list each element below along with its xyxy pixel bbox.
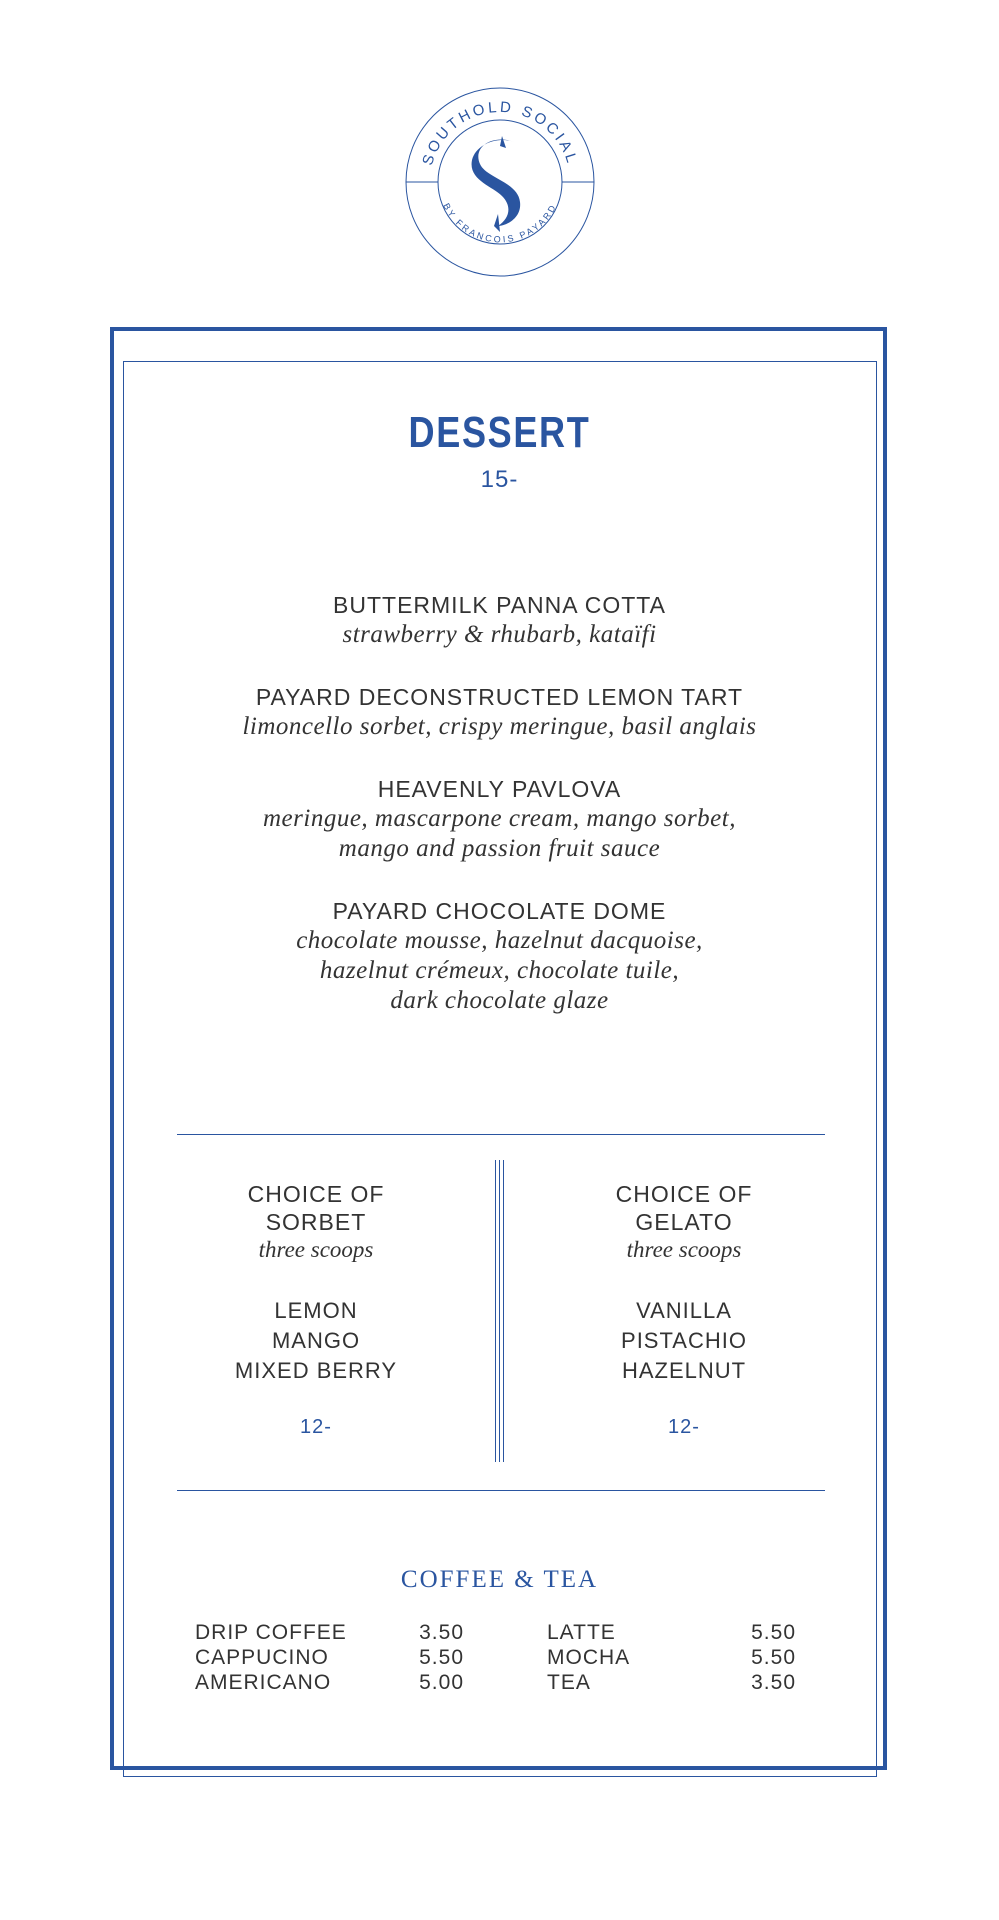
- drink-name: LATTE: [547, 1621, 616, 1644]
- sorbet-price: 12-: [300, 1416, 332, 1438]
- dessert-item-desc: limoncello sorbet, crispy meringue, basil anglais: [242, 713, 757, 740]
- drink-name: TEA: [547, 1671, 591, 1694]
- dessert-item-name: PAYARD CHOCOLATE DOME: [332, 898, 667, 924]
- drink-price: 5.50: [751, 1621, 796, 1644]
- sorbet-flavor: MIXED BERRY: [234, 1358, 398, 1383]
- coffee-tea-title: COFFEE & TEA: [400, 1566, 599, 1593]
- dessert-item: [0, 682, 999, 742]
- dessert-item-desc: dark chocolate glaze: [390, 987, 609, 1014]
- drink-price: 5.50: [751, 1646, 796, 1669]
- sorbet-flavor: MANGO: [271, 1328, 361, 1353]
- gelato-section: [534, 1180, 834, 1439]
- sorbet-title-line1: CHOICE OF: [247, 1181, 385, 1207]
- dessert-title: DESSERT: [408, 408, 591, 457]
- dessert-price: 15-: [480, 466, 519, 493]
- s-monogram-icon: [472, 136, 521, 232]
- dessert-item-desc: mango and passion fruit sauce: [338, 835, 661, 862]
- dessert-item: [0, 896, 999, 1016]
- drink-name: MOCHA: [547, 1646, 631, 1669]
- column-divider: [495, 1160, 496, 1462]
- drink-price: 3.50: [419, 1621, 464, 1644]
- gelato-price: 12-: [668, 1416, 700, 1438]
- sorbet-flavor-list: [166, 1296, 466, 1386]
- dessert-item: [0, 774, 999, 864]
- sorbet-subtitle: three scoops: [258, 1237, 374, 1262]
- logo-top-text: SOUTHOLD SOCIAL: [419, 98, 581, 168]
- gelato-title-line1: CHOICE OF: [615, 1181, 753, 1207]
- gelato-flavor: HAZELNUT: [621, 1358, 747, 1383]
- gelato-flavor-list: [534, 1296, 834, 1386]
- drink-price: 5.50: [419, 1646, 464, 1669]
- sorbet-flavor: LEMON: [274, 1298, 358, 1323]
- gelato-flavor: PISTACHIO: [621, 1328, 747, 1353]
- dessert-item-desc: hazelnut crémeux, chocolate tuile,: [319, 957, 680, 984]
- dessert-item-name: HEAVENLY PAVLOVA: [377, 776, 622, 802]
- drink-name: DRIP COFFEE: [195, 1621, 347, 1644]
- gelato-flavor: VANILLA: [636, 1298, 732, 1323]
- dessert-item-desc: meringue, mascarpone cream, mango sorbet,: [263, 805, 736, 832]
- sorbet-title-line2: SORBET: [265, 1209, 367, 1235]
- drink-price: 3.50: [751, 1671, 796, 1694]
- column-divider: [499, 1160, 500, 1462]
- logo-bottom-text: BY FRANCOIS PAYARD: [441, 201, 559, 245]
- dessert-item-name: BUTTERMILK PANNA COTTA: [333, 592, 666, 618]
- dessert-item-desc: chocolate mousse, hazelnut dacquoise,: [296, 927, 703, 954]
- menu-inner-border: [123, 361, 877, 1777]
- drink-price: 5.00: [419, 1671, 464, 1694]
- dessert-item-name: PAYARD DECONSTRUCTED LEMON TART: [255, 684, 744, 710]
- drink-name: CAPPUCINO: [195, 1646, 329, 1669]
- sorbet-section: [166, 1180, 466, 1439]
- drink-name: AMERICANO: [195, 1671, 332, 1694]
- dessert-item-desc: strawberry & rhubarb, kataïfi: [342, 621, 657, 648]
- dessert-item: [0, 590, 999, 650]
- gelato-subtitle: three scoops: [626, 1237, 742, 1262]
- section-divider: [177, 1490, 825, 1491]
- svg-text:BY FRANCOIS PAYARD: [441, 202, 558, 245]
- section-divider: [177, 1134, 825, 1135]
- southold-social-logo: [402, 84, 598, 280]
- gelato-title-line2: GELATO: [635, 1209, 733, 1235]
- column-divider: [503, 1160, 504, 1462]
